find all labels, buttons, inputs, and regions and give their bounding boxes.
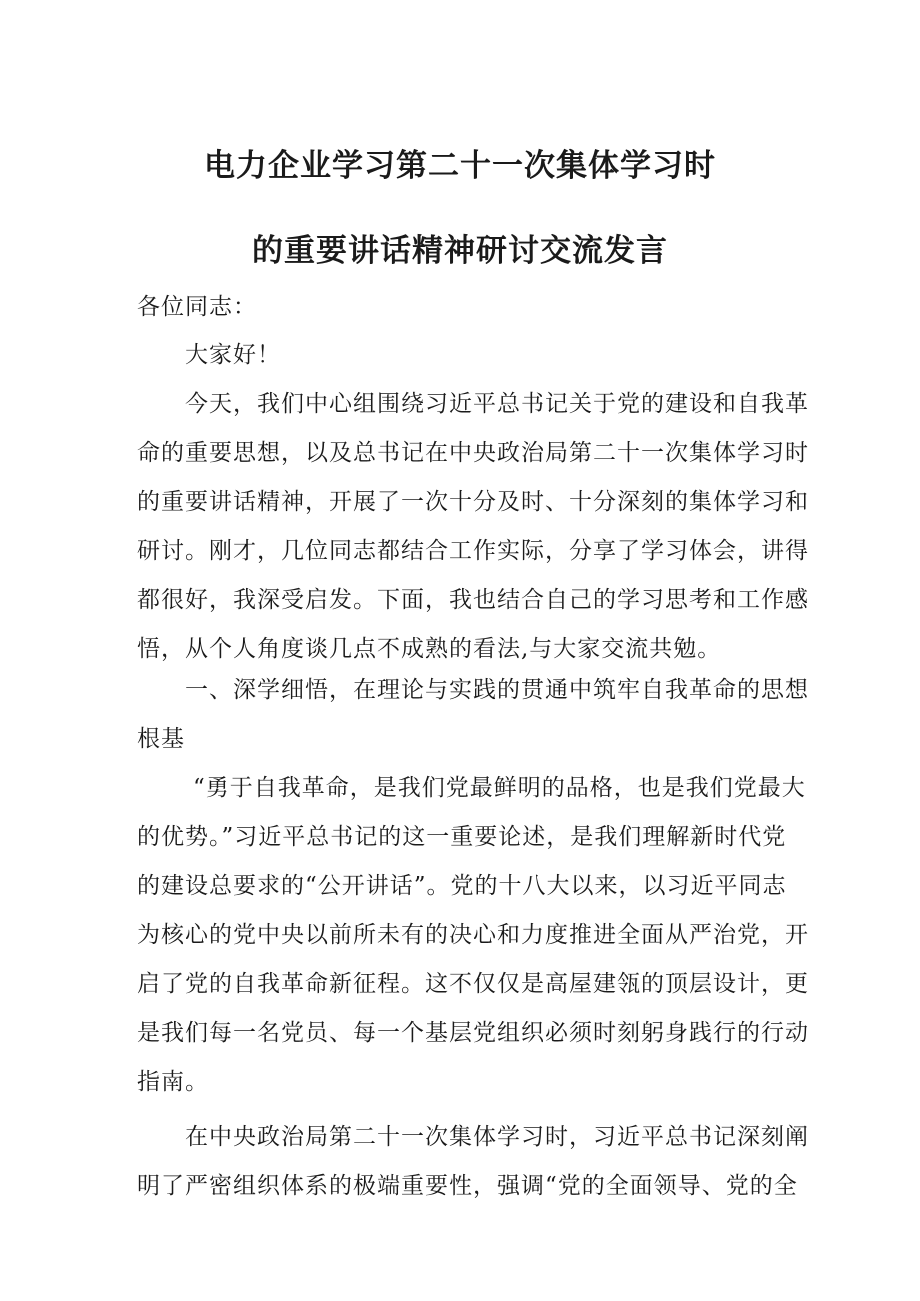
heading-line: 一、深学细悟，在理论与实践的贯通中筑牢自我革命的思想 [185, 677, 809, 703]
section-heading-1 [137, 666, 809, 764]
paragraph-line: 命的重要思想，以及总书记在中央政治局第二十一次集体学习时 [137, 440, 809, 466]
heading-line: 根基 [137, 726, 185, 752]
paragraph-line: 的建设总要求的“公开讲话”。党的十八大以来，以习近平同志 [137, 873, 787, 899]
paragraph-line: 明了严密组织体系的极端重要性，强调“党的全面领导、党的全 [137, 1173, 798, 1199]
paragraph-line: 指南。 [137, 1069, 209, 1095]
document-title-line-2: 的重要讲话精神研讨交流发言 [252, 233, 668, 269]
paragraph-self-revolution [137, 764, 809, 1107]
greeting-text: 大家好！ [185, 342, 281, 368]
paragraph-line: 研讨。刚才，几位同志都结合工作实际，分享了学习体会，讲得 [137, 538, 809, 564]
paragraph-line: “勇于自我革命，是我们党最鲜明的品格，也是我们党最大 [193, 775, 806, 801]
paragraph-line: 都很好，我深受启发。下面，我也结合自己的学习思考和工作感 [137, 587, 809, 613]
paragraph-line: 是我们每一名党员、每一个基层党组织必须时刻躬身践行的行动 [137, 1020, 809, 1046]
paragraph-line: 启了党的自我革命新征程。这不仅仅是高屋建瓴的顶层设计，更 [137, 971, 809, 997]
greeting [137, 331, 787, 380]
salutation-text: 各位同志： [137, 294, 257, 320]
paragraph-intro [137, 380, 809, 674]
paragraph-line: 悟，从个人角度谈几点不成熟的看法,与大家交流共勉。 [137, 636, 722, 662]
document-title-line-1: 电力企业学习第二十一次集体学习时 [204, 148, 716, 184]
paragraph-organization [137, 1113, 809, 1211]
paragraph-line: 的重要讲话精神，开展了一次十分及时、十分深刻的集体学习和 [137, 489, 809, 515]
paragraph-line: 在中央政治局第二十一次集体学习时，习近平总书记深刻阐 [185, 1124, 809, 1150]
paragraph-line: 的优势。”习近平总书记的这一重要论述，是我们理解新时代党 [137, 824, 787, 850]
paragraph-line: 今天，我们中心组围绕习近平总书记关于党的建设和自我革 [185, 391, 809, 417]
paragraph-line: 为核心的党中央以前所未有的决心和力度推进全面从严治党，开 [137, 922, 809, 948]
salutation [137, 283, 787, 332]
